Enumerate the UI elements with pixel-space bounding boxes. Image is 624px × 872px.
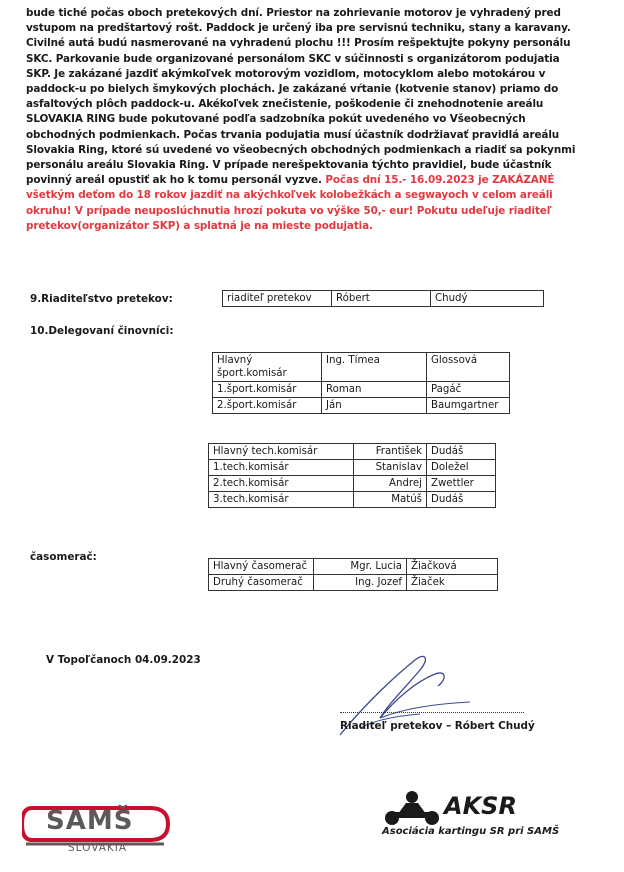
last-name-cell: Baumgartner [427, 398, 510, 414]
role-cell: 2.tech.komisár [209, 476, 354, 492]
sport-commissioners-table [212, 352, 510, 414]
aksr-logo-text: AKSR [444, 792, 517, 820]
last-name-cell: Žiaček [407, 575, 498, 591]
signature-line [340, 712, 524, 713]
first-name-cell: Mgr. Lucia [314, 559, 407, 575]
role-cell: Hlavný tech.komisár [209, 444, 354, 460]
last-name-cell: Pagáč [427, 382, 510, 398]
rules-text: bude tiché počas oboch pretekových dní. Priestor na zohrievanie motorov je vyhradený pred vstupom na predštartový rošt. Paddock je určený iba pre servisnú techniku, stany a karavany. Civilné autá budú nasmerované na vyhradenú plochu !!! Prosím rešpektujte pokyny personálu SKC. Parkovanie bude organizované personálom SKC v súčinnosti s organizátorom podujatia SKP. Je zakázané jazdiť akýmkoľvek motorovým vozidlom, motocyklom alebo motokárou v paddock-u po bielych šmykových plochách. Je zakázané vŕtanie (kotvenie stanov) priamo do asfaltových plôch paddock-u. Akékoľvek znečistenie, poškodenie či znehodnotenie areálu SLOVAKIA RING bude pokutované podľa sadzobníka pokút uvedeného vo Všeobecných obchodných podmienkach. Počas trvania podujatia musí účastník dodržiavať pravidlá areálu Slovakia Ring, ktoré sú uvedené vo všeobecných obchodných podmienkach a riadiť sa pokynmi personálu areálu Slovakia Ring. V prípade nerešpektovania týchto pravidiel, bude účastník povinný areál opustiť ak ho k tomu personál vyzve. [26, 7, 576, 187]
table-row [209, 559, 498, 575]
timekeeper-label: časomerač: [30, 551, 97, 563]
first-name-cell: Ing. Jozef [314, 575, 407, 591]
section9-label: 9.Riaditeľstvo pretekov: [30, 293, 173, 305]
sams-logo [22, 800, 172, 858]
tech-commissioners-table [208, 443, 496, 508]
last-name-cell: Žiačková [407, 559, 498, 575]
role-cell: 1.šport.komisár [213, 382, 322, 398]
first-name-cell: Ing. Tímea [322, 353, 427, 382]
role-cell: Hlavný časomerač [209, 559, 314, 575]
role-cell: Hlavný šport.komisár [213, 353, 322, 382]
first-name-cell: František [354, 444, 427, 460]
director-table [222, 290, 544, 307]
table-row [213, 353, 510, 382]
role-cell: 3.tech.komisár [209, 492, 354, 508]
role-cell: 1.tech.komisár [209, 460, 354, 476]
kart-driver-icon [382, 788, 442, 828]
timekeeper-table [208, 558, 498, 591]
last-name-cell: Chudý [431, 291, 544, 307]
section10-label: 10.Delegovaní činovníci: [30, 325, 174, 337]
aksr-logo-subtext: Asociácia kartingu SR pri SAMŠ [382, 826, 560, 837]
role-cell: Druhý časomerač [209, 575, 314, 591]
signature-caption: Riaditeľ pretekov – Róbert Chudý [340, 720, 535, 732]
last-name-cell: Doležel [427, 460, 496, 476]
role-cell: 2.šport.komisár [213, 398, 322, 414]
table-row [213, 382, 510, 398]
last-name-cell: Glossová [427, 353, 510, 382]
rules-paragraph [26, 6, 586, 234]
table-row [209, 460, 496, 476]
table-row [209, 476, 496, 492]
last-name-cell: Dudáš [427, 444, 496, 460]
table-row [213, 398, 510, 414]
first-name-cell: Róbert [332, 291, 431, 307]
role-cell: riaditeľ pretekov [223, 291, 332, 307]
first-name-cell: Roman [322, 382, 427, 398]
last-name-cell: Zwettler [427, 476, 496, 492]
last-name-cell: Dudáš [427, 492, 496, 508]
table-row [209, 575, 498, 591]
first-name-cell: Stanislav [354, 460, 427, 476]
first-name-cell: Andrej [354, 476, 427, 492]
table-row [209, 444, 496, 460]
sams-logo-text: SAMŠ [46, 806, 134, 836]
sams-logo-subtext: SLOVAKIA [68, 842, 128, 854]
table-row [223, 291, 544, 307]
aksr-logo [382, 788, 572, 848]
place-date: V Topoľčanoch 04.09.2023 [46, 654, 201, 666]
first-name-cell: Ján [322, 398, 427, 414]
warning-text: Počas dní 15.- 16.09.2023 je ZAKÁZANÉ všetkým deťom do 18 rokov jazdiť na akýchkoľvek kolobežkách a segwayoch v celom areáli okruhu! V prípade neuposlúchnutia hrozí pokuta vo výške 50,- eur! Pokutu udeľuje riaditeľ pretekov(organizátor SKP) a splatná je na mieste podujatia. [26, 174, 555, 232]
first-name-cell: Matúš [354, 492, 427, 508]
table-row [209, 492, 496, 508]
